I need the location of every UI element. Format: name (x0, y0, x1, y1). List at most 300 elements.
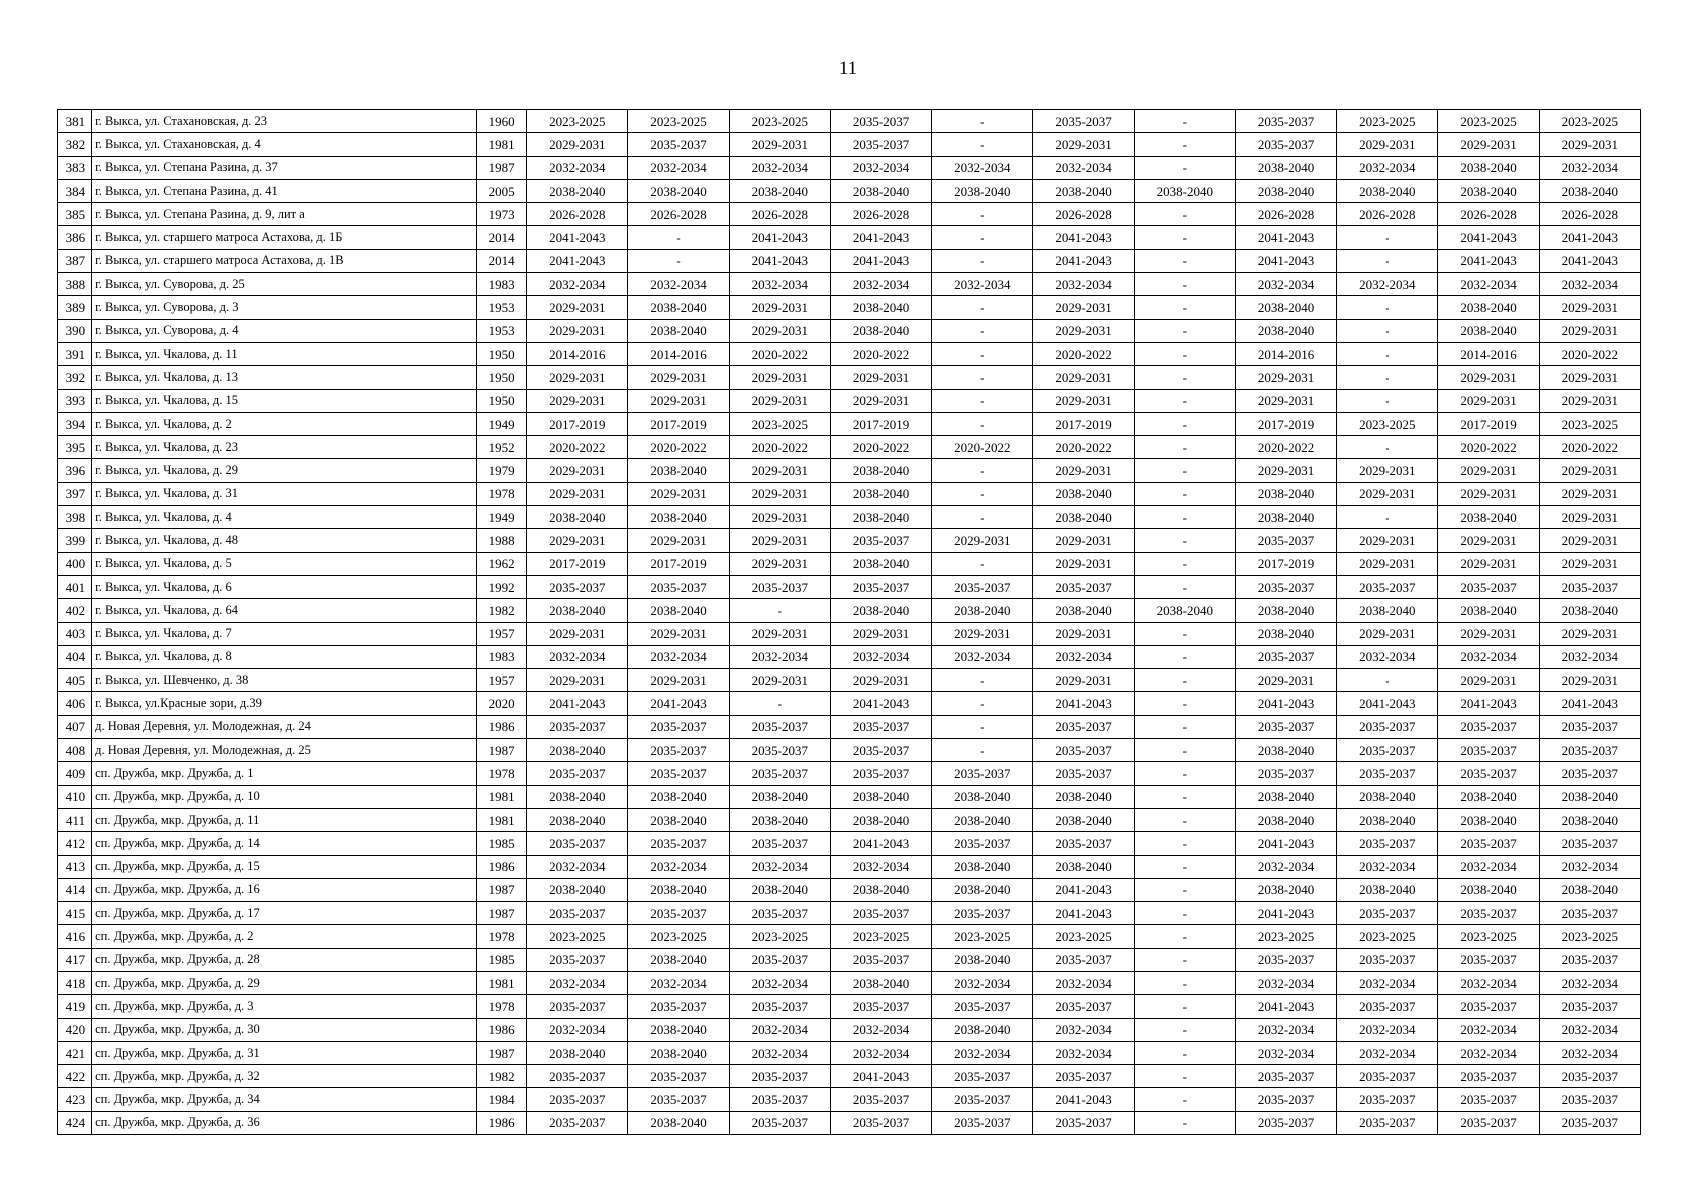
row-number-cell: 390 (58, 319, 92, 342)
address-cell: г. Выкса, ул. Суворова, д. 25 (92, 273, 477, 296)
build-year-cell: 1992 (477, 575, 527, 598)
repair-period-cell: 2038-2040 (1235, 296, 1336, 319)
repair-period-cell: 2035-2037 (1539, 832, 1640, 855)
repair-period-cell: - (932, 482, 1033, 505)
build-year-cell: 1987 (477, 902, 527, 925)
repair-period-cell: 2038-2040 (1539, 599, 1640, 622)
repair-period-cell: - (729, 692, 830, 715)
build-year-cell: 1981 (477, 971, 527, 994)
repair-period-cell: 2023-2025 (1438, 925, 1539, 948)
repair-period-cell: 2032-2034 (1235, 855, 1336, 878)
table-row (58, 529, 1641, 552)
repair-period-cell: - (932, 296, 1033, 319)
repair-period-cell: - (1134, 739, 1235, 762)
row-number-cell: 387 (58, 249, 92, 272)
repair-period-cell: 2029-2031 (1539, 506, 1640, 529)
repair-period-cell: 2029-2031 (1438, 552, 1539, 575)
address-cell: г. Выкса, ул. Чкалова, д. 15 (92, 389, 477, 412)
repair-period-cell: 2035-2037 (1438, 995, 1539, 1018)
build-year-cell: 1962 (477, 552, 527, 575)
repair-period-cell: - (1134, 1018, 1235, 1041)
repair-period-cell: 2038-2040 (932, 1018, 1033, 1041)
repair-period-cell: 2020-2022 (1539, 436, 1640, 459)
repair-period-cell: 2029-2031 (1033, 133, 1134, 156)
repair-period-cell: - (1134, 785, 1235, 808)
repair-period-cell: - (1134, 156, 1235, 179)
repair-period-cell: - (1134, 925, 1235, 948)
repair-period-cell: - (932, 342, 1033, 365)
repair-period-cell: 2035-2037 (1337, 1065, 1438, 1088)
build-year-cell: 1979 (477, 459, 527, 482)
address-cell: д. Новая Деревня, ул. Молодежная, д. 25 (92, 739, 477, 762)
repair-period-cell: 2038-2040 (729, 808, 830, 831)
repair-period-cell: 2038-2040 (932, 599, 1033, 622)
repair-period-cell: - (932, 203, 1033, 226)
repair-period-cell: 2038-2040 (1235, 808, 1336, 831)
build-year-cell: 1987 (477, 739, 527, 762)
repair-period-cell: 2029-2031 (1033, 669, 1134, 692)
table-row (58, 342, 1641, 365)
row-number-cell: 421 (58, 1041, 92, 1064)
page-number: 11 (838, 58, 858, 79)
repair-period-cell: - (1134, 971, 1235, 994)
build-year-cell: 2014 (477, 249, 527, 272)
repair-period-cell: 2026-2028 (1033, 203, 1134, 226)
repair-period-cell: 2038-2040 (932, 948, 1033, 971)
repair-period-cell: 2032-2034 (830, 855, 931, 878)
repair-period-cell: 2029-2031 (1033, 459, 1134, 482)
repair-period-cell: 2038-2040 (527, 785, 628, 808)
row-number-cell: 423 (58, 1088, 92, 1111)
repair-period-cell: - (1134, 622, 1235, 645)
repair-period-cell: 2029-2031 (1438, 133, 1539, 156)
repair-period-cell: 2035-2037 (729, 995, 830, 1018)
address-cell: г. Выкса, ул. Чкалова, д. 64 (92, 599, 477, 622)
repair-period-cell: 2032-2034 (628, 855, 729, 878)
repair-period-cell: 2038-2040 (527, 506, 628, 529)
row-number-cell: 411 (58, 808, 92, 831)
repair-period-cell: 2020-2022 (1539, 342, 1640, 365)
repair-period-cell: 2026-2028 (527, 203, 628, 226)
repair-period-cell: 2023-2025 (1539, 412, 1640, 435)
repair-period-cell: 2035-2037 (729, 739, 830, 762)
address-cell: г. Выкса, ул. Стахановская, д. 4 (92, 133, 477, 156)
row-number-cell: 401 (58, 575, 92, 598)
repair-period-cell: 2035-2037 (527, 902, 628, 925)
repair-period-cell: 2035-2037 (1235, 110, 1336, 133)
repair-period-cell: 2035-2037 (1337, 1088, 1438, 1111)
repair-period-cell: 2041-2043 (830, 832, 931, 855)
repair-period-cell: 2035-2037 (932, 575, 1033, 598)
repair-period-cell: 2029-2031 (628, 529, 729, 552)
repair-period-cell: 2029-2031 (1438, 366, 1539, 389)
repair-period-cell: - (1134, 692, 1235, 715)
repair-period-cell: 2035-2037 (830, 762, 931, 785)
repair-period-cell: 2029-2031 (1235, 389, 1336, 412)
repair-period-cell: - (1134, 226, 1235, 249)
table-row (58, 133, 1641, 156)
repair-period-cell: 2038-2040 (527, 739, 628, 762)
table-row (58, 482, 1641, 505)
repair-period-cell: 2038-2040 (1539, 785, 1640, 808)
repair-period-cell: 2035-2037 (830, 715, 931, 738)
table-row (58, 110, 1641, 133)
repair-period-cell: 2026-2028 (830, 203, 931, 226)
repair-period-cell: 2041-2043 (628, 692, 729, 715)
repair-period-cell: 2035-2037 (628, 1065, 729, 1088)
repair-period-cell: 2029-2031 (527, 366, 628, 389)
repair-period-cell: 2029-2031 (1438, 389, 1539, 412)
repair-period-cell: 2029-2031 (729, 459, 830, 482)
repair-period-cell: - (1134, 482, 1235, 505)
repair-period-cell: 2029-2031 (1033, 622, 1134, 645)
repair-period-cell: - (932, 412, 1033, 435)
repair-period-cell: 2041-2043 (1033, 1088, 1134, 1111)
repair-period-cell: 2035-2037 (1539, 575, 1640, 598)
table-row (58, 436, 1641, 459)
address-cell: г. Выкса, ул. Суворова, д. 3 (92, 296, 477, 319)
repair-period-cell: 2029-2031 (527, 459, 628, 482)
repair-period-cell: - (1134, 948, 1235, 971)
repair-period-cell: 2038-2040 (628, 878, 729, 901)
repair-period-cell: 2032-2034 (527, 273, 628, 296)
row-number-cell: 383 (58, 156, 92, 179)
table-row (58, 249, 1641, 272)
row-number-cell: 420 (58, 1018, 92, 1041)
row-number-cell: 392 (58, 366, 92, 389)
repair-period-cell: 2035-2037 (628, 832, 729, 855)
repair-period-cell: 2023-2025 (729, 925, 830, 948)
build-year-cell: 1981 (477, 785, 527, 808)
repair-period-cell: - (1134, 1065, 1235, 1088)
repair-period-cell: 2023-2025 (1337, 925, 1438, 948)
address-cell: д. Новая Деревня, ул. Молодежная, д. 24 (92, 715, 477, 738)
repair-period-cell: 2029-2031 (1539, 389, 1640, 412)
repair-period-cell: - (1134, 762, 1235, 785)
repair-period-cell: 2035-2037 (1438, 575, 1539, 598)
table-row (58, 226, 1641, 249)
repair-period-cell: 2032-2034 (932, 971, 1033, 994)
repair-period-cell: 2035-2037 (1033, 110, 1134, 133)
row-number-cell: 394 (58, 412, 92, 435)
address-cell: сп. Дружба, мкр. Дружба, д. 1 (92, 762, 477, 785)
repair-period-cell: 2035-2037 (1337, 762, 1438, 785)
build-year-cell: 1987 (477, 878, 527, 901)
repair-period-cell: 2038-2040 (1438, 785, 1539, 808)
repair-period-cell: 2035-2037 (1033, 832, 1134, 855)
build-year-cell: 1957 (477, 622, 527, 645)
row-number-cell: 400 (58, 552, 92, 575)
repair-period-cell: 2017-2019 (628, 412, 729, 435)
repair-period-cell: 2029-2031 (729, 366, 830, 389)
repair-period-cell: - (932, 692, 1033, 715)
repair-period-cell: 2038-2040 (1134, 179, 1235, 202)
repair-period-cell: 2023-2025 (628, 110, 729, 133)
repair-period-cell: 2032-2034 (1337, 273, 1438, 296)
address-cell: сп. Дружба, мкр. Дружба, д. 16 (92, 878, 477, 901)
build-year-cell: 1953 (477, 296, 527, 319)
repair-period-cell: 2017-2019 (1235, 552, 1336, 575)
repair-period-cell: 2035-2037 (1235, 762, 1336, 785)
repair-period-cell: 2041-2043 (729, 226, 830, 249)
address-cell: г. Выкса, ул. Суворова, д. 4 (92, 319, 477, 342)
repair-period-cell: 2032-2034 (1033, 645, 1134, 668)
repair-period-cell: 2038-2040 (1438, 878, 1539, 901)
repair-period-cell: 2038-2040 (932, 179, 1033, 202)
repair-period-cell: 2038-2040 (1337, 599, 1438, 622)
address-cell: г. Выкса, ул. Чкалова, д. 6 (92, 575, 477, 598)
repair-period-cell: - (1134, 506, 1235, 529)
repair-period-cell: 2035-2037 (527, 762, 628, 785)
repair-period-cell: 2029-2031 (729, 552, 830, 575)
build-year-cell: 1981 (477, 808, 527, 831)
address-cell: сп. Дружба, мкр. Дружба, д. 15 (92, 855, 477, 878)
row-number-cell: 385 (58, 203, 92, 226)
repair-period-cell: 2032-2034 (1438, 855, 1539, 878)
repair-period-cell: 2035-2037 (628, 739, 729, 762)
repair-period-cell: 2023-2025 (1235, 925, 1336, 948)
repair-period-cell: 2038-2040 (628, 808, 729, 831)
address-cell: г. Выкса, ул. Чкалова, д. 31 (92, 482, 477, 505)
repair-period-cell: 2029-2031 (1337, 622, 1438, 645)
table-row (58, 599, 1641, 622)
repair-period-cell: 2038-2040 (1033, 855, 1134, 878)
build-year-cell: 1949 (477, 412, 527, 435)
repair-period-cell: 2041-2043 (1438, 692, 1539, 715)
repair-period-cell: 2029-2031 (932, 529, 1033, 552)
repair-period-cell: 2032-2034 (1337, 156, 1438, 179)
address-cell: г. Выкса, ул. Степана Разина, д. 9, лит а (92, 203, 477, 226)
repair-period-cell: 2041-2043 (1033, 249, 1134, 272)
row-number-cell: 408 (58, 739, 92, 762)
repair-period-cell: 2038-2040 (729, 785, 830, 808)
repair-period-cell: - (932, 319, 1033, 342)
repair-period-cell: 2032-2034 (729, 971, 830, 994)
row-number-cell: 405 (58, 669, 92, 692)
repair-period-cell: 2038-2040 (932, 878, 1033, 901)
row-number-cell: 395 (58, 436, 92, 459)
repair-period-cell: 2029-2031 (1539, 459, 1640, 482)
repair-period-cell: 2038-2040 (1438, 808, 1539, 831)
address-cell: г. Выкса, ул. Чкалова, д. 7 (92, 622, 477, 645)
repair-period-cell: 2035-2037 (1539, 739, 1640, 762)
table-row (58, 389, 1641, 412)
repair-period-cell: - (1134, 273, 1235, 296)
repair-period-cell: 2029-2031 (1033, 529, 1134, 552)
repair-period-cell: 2035-2037 (1438, 762, 1539, 785)
repair-period-cell: 2032-2034 (628, 273, 729, 296)
repair-period-cell: 2035-2037 (830, 575, 931, 598)
table-row (58, 459, 1641, 482)
repair-period-cell: 2029-2031 (729, 529, 830, 552)
repair-period-cell: 2041-2043 (1033, 878, 1134, 901)
repair-period-cell: 2035-2037 (1337, 739, 1438, 762)
repair-period-cell: 2035-2037 (830, 995, 931, 1018)
repair-period-cell: - (1134, 203, 1235, 226)
repair-period-cell: 2035-2037 (729, 902, 830, 925)
repair-period-cell: 2029-2031 (1438, 669, 1539, 692)
repair-period-cell: 2038-2040 (1438, 156, 1539, 179)
repair-period-cell: 2035-2037 (1337, 575, 1438, 598)
address-cell: г. Выкса, ул. Шевченко, д. 38 (92, 669, 477, 692)
repair-period-cell: 2041-2043 (527, 249, 628, 272)
repair-period-cell: 2035-2037 (1438, 739, 1539, 762)
repair-period-cell: 2038-2040 (527, 808, 628, 831)
repair-period-cell: 2035-2037 (1438, 948, 1539, 971)
repair-period-cell: 2029-2031 (1337, 552, 1438, 575)
build-year-cell: 1986 (477, 1111, 527, 1134)
repair-period-cell: - (1134, 133, 1235, 156)
address-cell: г. Выкса, ул. Чкалова, д. 13 (92, 366, 477, 389)
repair-period-cell: 2032-2034 (1539, 273, 1640, 296)
row-number-cell: 417 (58, 948, 92, 971)
row-number-cell: 413 (58, 855, 92, 878)
repair-period-cell: - (1134, 855, 1235, 878)
repair-period-cell: 2035-2037 (527, 995, 628, 1018)
repair-period-cell: 2038-2040 (1235, 878, 1336, 901)
row-number-cell: 397 (58, 482, 92, 505)
table-row (58, 552, 1641, 575)
repair-period-cell: 2038-2040 (1337, 179, 1438, 202)
repair-period-cell: - (1337, 226, 1438, 249)
build-year-cell: 1950 (477, 389, 527, 412)
repair-period-cell: 2035-2037 (830, 1088, 931, 1111)
repair-period-cell: - (1134, 995, 1235, 1018)
row-number-cell: 384 (58, 179, 92, 202)
table-row (58, 366, 1641, 389)
row-number-cell: 424 (58, 1111, 92, 1134)
repair-period-cell: 2035-2037 (1539, 1088, 1640, 1111)
repair-period-cell: 2026-2028 (628, 203, 729, 226)
repair-period-cell: 2038-2040 (1539, 878, 1640, 901)
repair-period-cell: 2035-2037 (729, 832, 830, 855)
repair-period-cell: 2038-2040 (1033, 179, 1134, 202)
repair-period-cell: 2035-2037 (1539, 1065, 1640, 1088)
address-cell: сп. Дружба, мкр. Дружба, д. 30 (92, 1018, 477, 1041)
repair-period-cell: 2032-2034 (729, 273, 830, 296)
repair-period-cell: 2032-2034 (527, 855, 628, 878)
repair-period-cell: 2041-2043 (830, 692, 931, 715)
repair-period-cell: 2035-2037 (628, 575, 729, 598)
row-number-cell: 403 (58, 622, 92, 645)
repair-period-cell: - (932, 110, 1033, 133)
repair-period-cell: 2035-2037 (729, 1065, 830, 1088)
repair-period-cell: 2038-2040 (1235, 319, 1336, 342)
repair-period-cell: 2023-2025 (830, 925, 931, 948)
repair-period-cell: 2041-2043 (1337, 692, 1438, 715)
repair-period-cell: - (1134, 552, 1235, 575)
build-year-cell: 1957 (477, 669, 527, 692)
repair-period-cell: 2035-2037 (1539, 762, 1640, 785)
repair-period-cell: 2032-2034 (1033, 273, 1134, 296)
repair-period-cell: 2014-2016 (1235, 342, 1336, 365)
repair-period-cell: 2038-2040 (1235, 506, 1336, 529)
repair-period-cell: - (628, 226, 729, 249)
repair-period-cell: - (1134, 902, 1235, 925)
row-number-cell: 391 (58, 342, 92, 365)
repair-period-cell: 2038-2040 (1539, 179, 1640, 202)
repair-period-cell: 2035-2037 (1539, 902, 1640, 925)
repair-period-cell: 2017-2019 (628, 552, 729, 575)
build-year-cell: 1986 (477, 715, 527, 738)
repair-period-cell: 2035-2037 (628, 902, 729, 925)
repair-period-cell: 2029-2031 (1337, 482, 1438, 505)
repair-period-cell: 2038-2040 (830, 878, 931, 901)
repair-period-cell: 2029-2031 (729, 669, 830, 692)
repair-period-cell: 2038-2040 (628, 1018, 729, 1041)
build-year-cell: 1986 (477, 855, 527, 878)
build-year-cell: 1950 (477, 366, 527, 389)
repair-period-cell: - (1134, 529, 1235, 552)
repair-period-cell: 2017-2019 (1438, 412, 1539, 435)
repair-period-cell: 2038-2040 (1235, 156, 1336, 179)
repair-period-cell: 2038-2040 (1337, 808, 1438, 831)
repair-period-cell: 2041-2043 (1539, 226, 1640, 249)
repair-period-cell: 2038-2040 (628, 296, 729, 319)
row-number-cell: 398 (58, 506, 92, 529)
repair-period-cell: 2038-2040 (527, 1041, 628, 1064)
build-year-cell: 1983 (477, 273, 527, 296)
repair-period-cell: - (628, 249, 729, 272)
row-number-cell: 396 (58, 459, 92, 482)
address-cell: г. Выкса, ул. Чкалова, д. 11 (92, 342, 477, 365)
table-row (58, 203, 1641, 226)
repair-period-cell: 2032-2034 (628, 971, 729, 994)
repair-period-cell: 2038-2040 (527, 599, 628, 622)
repair-period-cell: - (1134, 1041, 1235, 1064)
repair-period-cell: 2035-2037 (932, 1088, 1033, 1111)
repair-period-cell: 2038-2040 (1235, 785, 1336, 808)
repair-period-cell: 2023-2025 (729, 110, 830, 133)
repair-period-cell: 2029-2031 (527, 669, 628, 692)
table-row (58, 925, 1641, 948)
table-row (58, 1088, 1641, 1111)
repair-period-cell: 2038-2040 (1134, 599, 1235, 622)
repair-period-cell: - (1134, 808, 1235, 831)
repair-period-cell: 2032-2034 (729, 1018, 830, 1041)
repair-period-cell: 2032-2034 (1033, 1018, 1134, 1041)
repair-period-cell: 2029-2031 (1033, 389, 1134, 412)
build-year-cell: 1973 (477, 203, 527, 226)
repair-period-cell: 2041-2043 (830, 249, 931, 272)
repair-period-cell: 2029-2031 (628, 389, 729, 412)
table-row (58, 902, 1641, 925)
build-year-cell: 1978 (477, 482, 527, 505)
repair-period-cell: 2029-2031 (1235, 669, 1336, 692)
repair-period-cell: 2035-2037 (932, 902, 1033, 925)
repair-period-cell: 2032-2034 (1438, 1041, 1539, 1064)
repair-period-cell: 2032-2034 (729, 1041, 830, 1064)
repair-period-cell: 2032-2034 (628, 156, 729, 179)
repair-period-cell: 2032-2034 (1033, 1041, 1134, 1064)
repair-period-cell: 2023-2025 (628, 925, 729, 948)
repair-period-cell: 2035-2037 (628, 133, 729, 156)
table-row (58, 808, 1641, 831)
repair-period-cell: 2035-2037 (527, 832, 628, 855)
repair-period-cell: 2029-2031 (1539, 529, 1640, 552)
repair-period-cell: 2029-2031 (1539, 296, 1640, 319)
repair-period-cell: 2035-2037 (830, 110, 931, 133)
repair-period-cell: 2038-2040 (1539, 808, 1640, 831)
repair-period-cell: 2041-2043 (527, 226, 628, 249)
repair-period-cell: 2038-2040 (628, 785, 729, 808)
repair-period-cell: 2032-2034 (729, 645, 830, 668)
repair-period-cell: 2032-2034 (527, 1018, 628, 1041)
repair-period-cell: 2032-2034 (729, 855, 830, 878)
build-year-cell: 1982 (477, 1065, 527, 1088)
repair-period-cell: 2035-2037 (628, 762, 729, 785)
repair-period-cell: 2038-2040 (1033, 808, 1134, 831)
